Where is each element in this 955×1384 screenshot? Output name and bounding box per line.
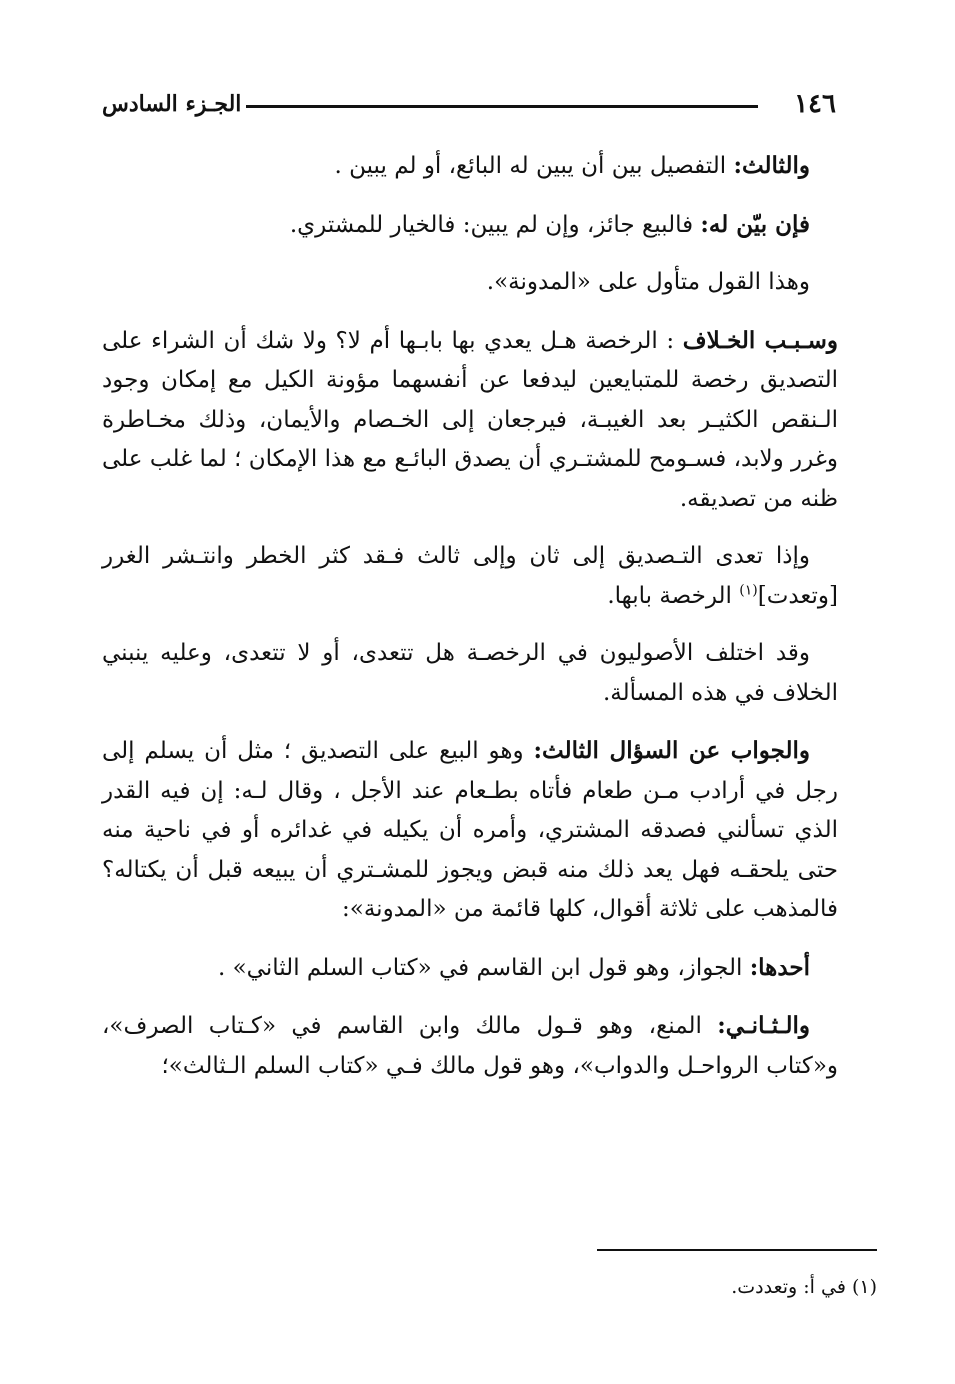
- paragraph-text: : الرخصة هـل يعدي بها بابـها أم لا؟ ولا شك أن الشراء على التصديق رخصة للمتبايعين ليدفعا عن أنفسهما مؤونة الكيل مع إمكان وجود الـنقص الكثيـر بعد الغيبـة، فيرجعان إلى الخـصام والأيمان، وذلك مخـاطرة وغرر ولابد، فسـومح للمشتـري أن يصدق البائـع مع هذا الإمكان ؛ لما غلب على ظنه من تصديقه.: [102, 327, 838, 512]
- paragraph: [102, 205, 838, 246]
- paragraph-lead: والثالث:: [733, 152, 810, 179]
- paragraph: [102, 537, 838, 616]
- paragraph-text: فالبيع جائز، وإن لم يبين: فالخيار للمشتري.: [289, 211, 701, 238]
- paragraph: [102, 321, 838, 520]
- paragraph-lead: والـثـانـي:: [717, 1012, 810, 1039]
- paragraph: [102, 634, 838, 713]
- paragraph: [102, 146, 838, 187]
- paragraph: [102, 263, 838, 303]
- paragraph: [102, 731, 838, 930]
- paragraph-text: وهو البيع على التصديق ؛ مثل أن يسلم إلى رجل في أرادب مـن طعام فأتاه بطـعام عند الأجل ، وقال لـه: إن فيه القدر الذي تسألني فصدقه المشتري، وأمره أن يكيله في غدائره أو في ناحية منه حتى يلحقـه فهل يعد ذلك منه قبض ويجوز للمشـتري أن يبيعه قبل أن يكتاله؟ فالمذهب على ثلاثة أقوال، كلها قائمة من «المدونة»:: [102, 738, 839, 922]
- paragraph-text: وقد اختلف الأصوليون في الرخصـة هل تتعدى، أو لا تتعدى، وعليه ينبني الخلاف في هذه المسألة.: [102, 640, 838, 706]
- body-text: [102, 146, 838, 1104]
- volume-title: الجـزء السادس: [102, 91, 242, 117]
- footnote: (١) في أ: وتعددت.: [731, 1276, 877, 1298]
- paragraph: [102, 1006, 838, 1086]
- paragraph-text-after: الرخصة بابها.: [607, 582, 740, 609]
- paragraph-lead: والجواب عن السؤال الثالث:: [533, 737, 810, 764]
- header-rule: [246, 105, 758, 108]
- paragraph-text: المنع، وهو قـول مالك وابن القاسم في «كـتاب الصرف»، و«كتاب الرواحـل والدواب»، وهو قول مالك فـي «كتاب السلم الـثالث»؛: [102, 1013, 838, 1079]
- page-header: [102, 84, 836, 124]
- paragraph-text: وإذا تعدى التـصديق إلى ثان وإلى ثالث فـقد كثر الخطر وانتـشر الغرر [وتعدت]: [102, 543, 838, 609]
- page-number: ١٤٦: [794, 89, 836, 119]
- footnote-reference: (١): [739, 581, 758, 598]
- paragraph-text: التفصيل بين أن يبين له البائع، أو لم يبين .: [334, 153, 734, 179]
- footnote-rule: [597, 1249, 877, 1251]
- paragraph-text: الجواز، وهو قول ابن القاسم في «كتاب السلم الثاني» .: [217, 954, 750, 981]
- paragraph: [102, 948, 838, 989]
- paragraph-lead: فإن بيّن له:: [700, 210, 810, 238]
- paragraph-lead: وسـبـب الخـلاف: [682, 326, 839, 354]
- paragraph-text: وهذا القول متأول على «المدونة».: [486, 269, 810, 295]
- paragraph-lead: أحدها:: [749, 953, 810, 981]
